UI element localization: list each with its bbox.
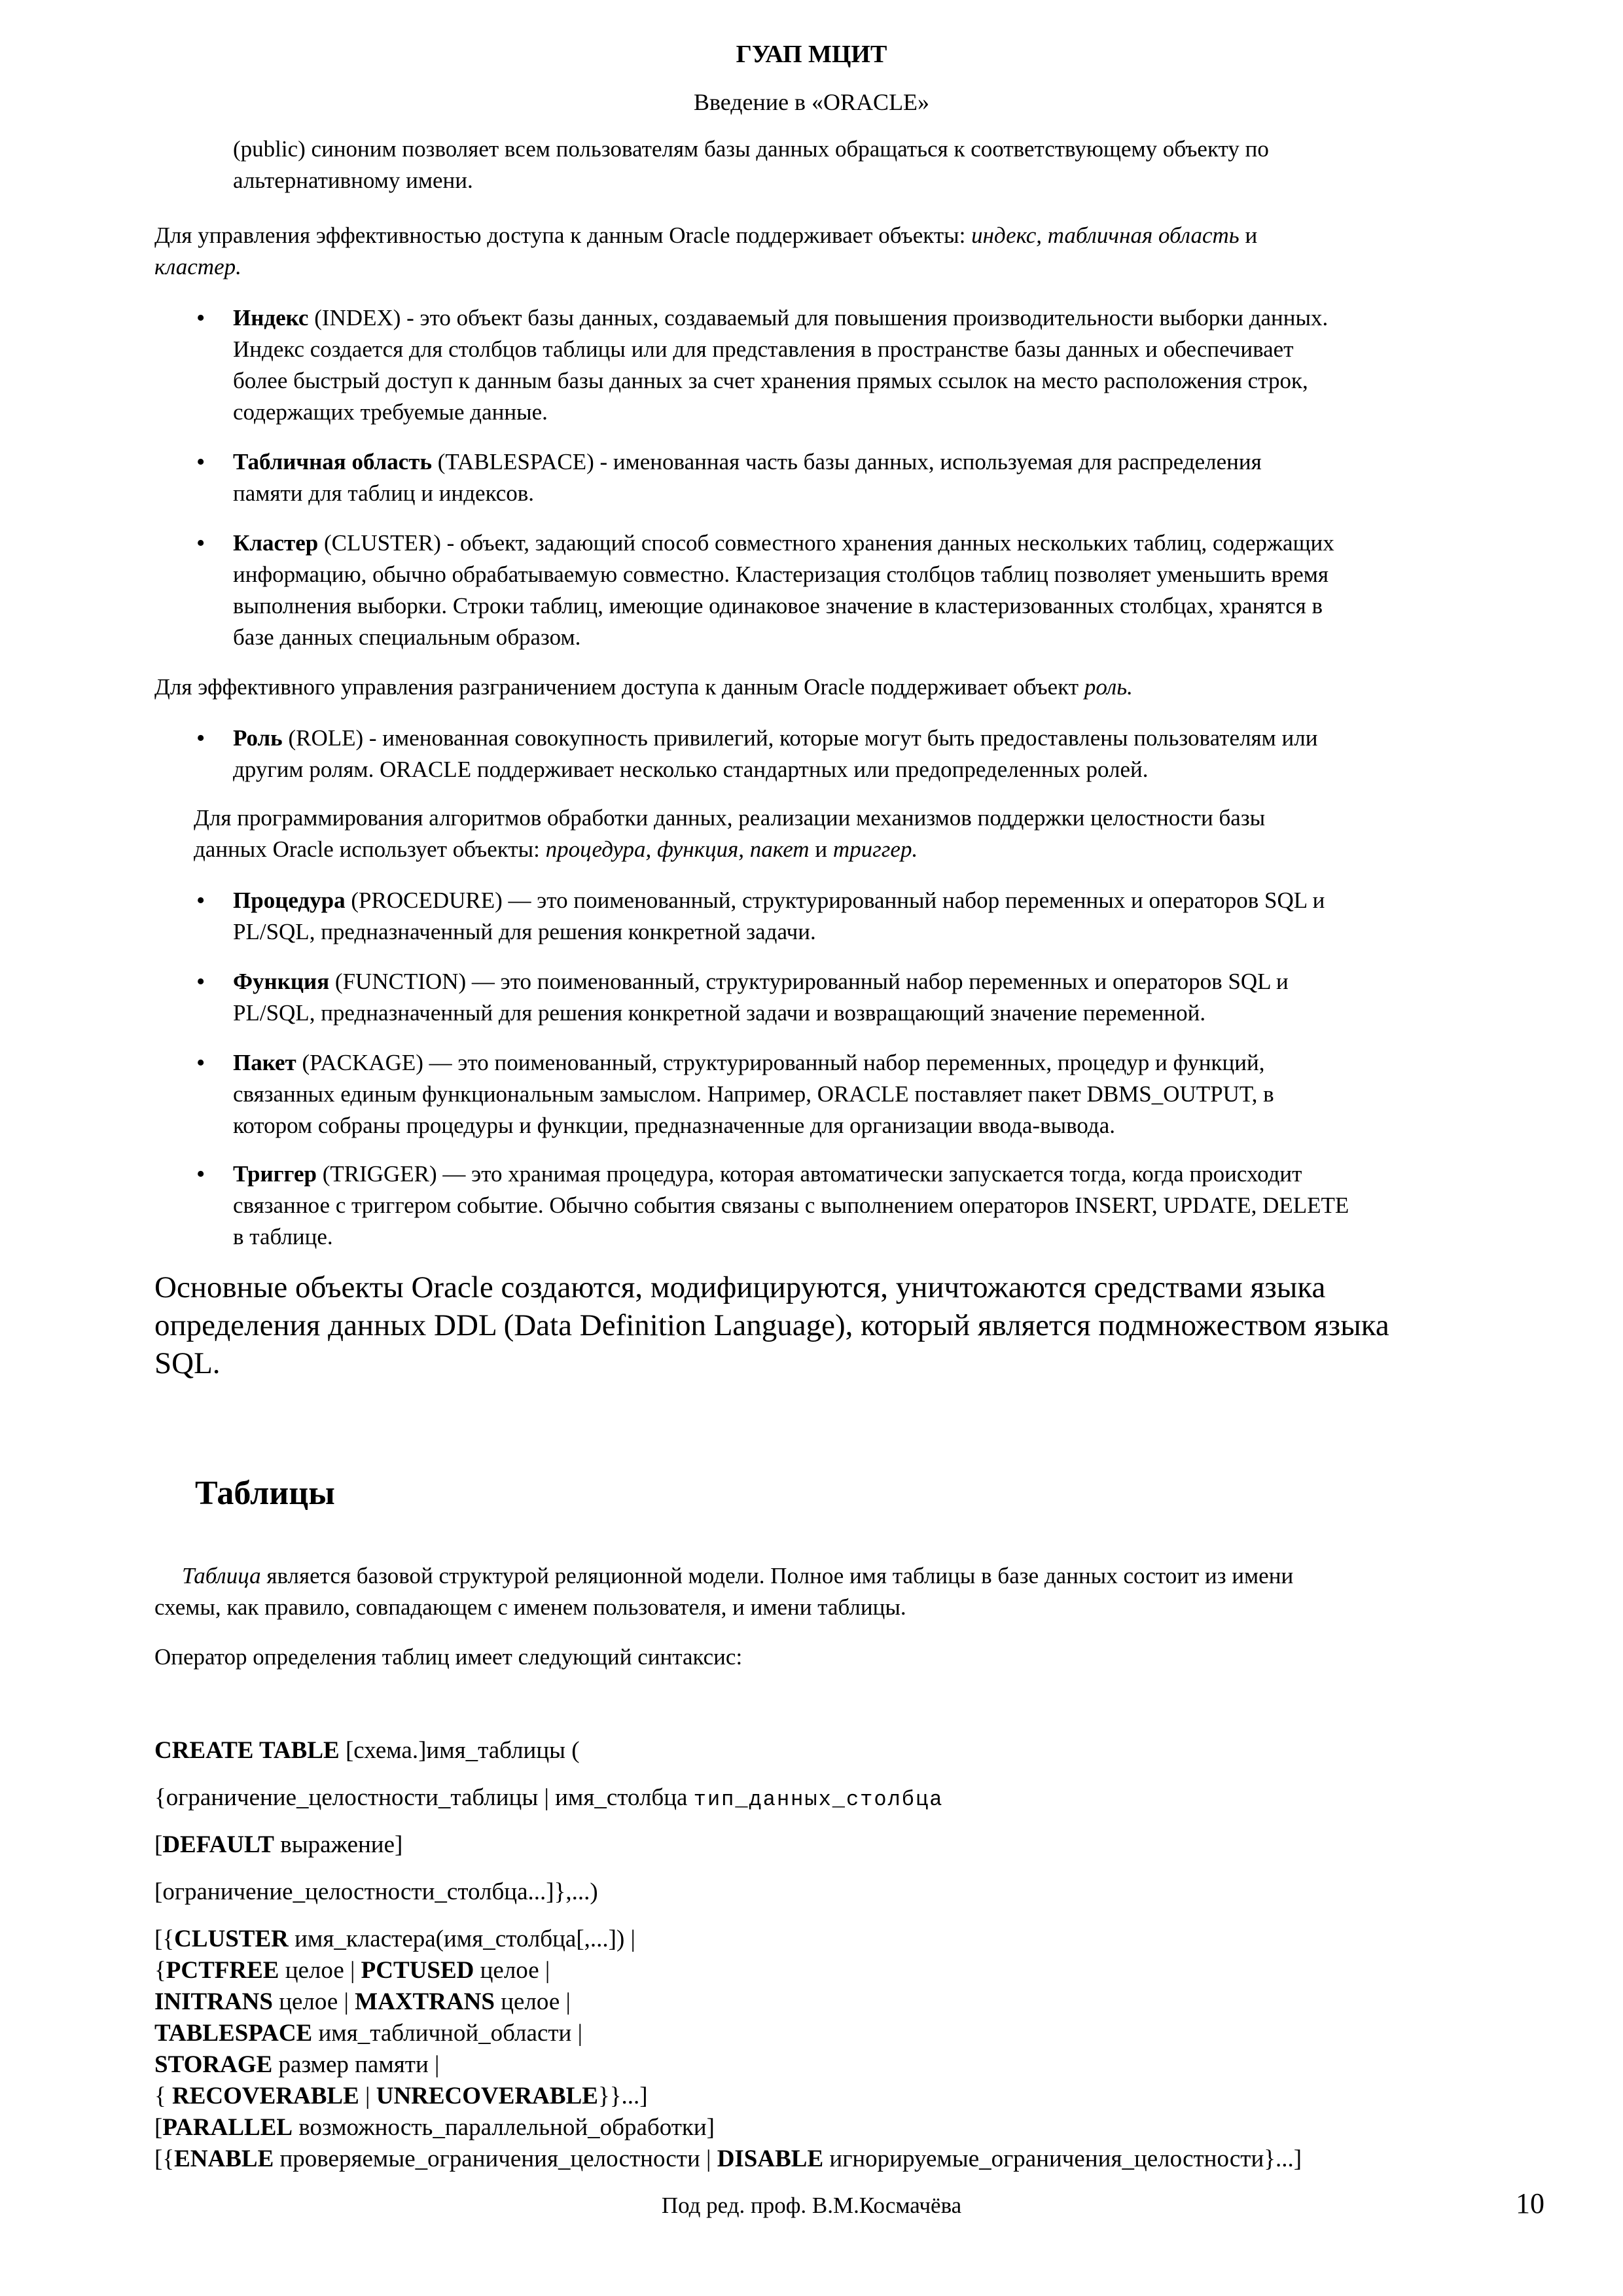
- bullet-index: • Индекс (INDEX) - это объект базы данных, создаваемый для повышения производительности выборки данных. Индекс создается для столбцов таблицы или для представления в пространстве базы данных и обеспечивает более быстрый доступ к данным базы данных за счет хранения прямых ссылок на место расположения строк, содержащих требуемые данные.: [233, 302, 1328, 428]
- bullet-function: • Функция (FUNCTION) — это поименованный, структурированный набор переменных и операторов SQL и PL/SQL, предназначенный для решения конкретной задачи и возвращающий значение переменной.: [233, 966, 1289, 1029]
- code-line: [PARALLEL возможность_параллельной_обработки]: [154, 2114, 715, 2141]
- bullet-dot-icon: •: [196, 304, 205, 332]
- role-intro: Для эффективного управления разграничением доступа к данным Oracle поддерживает объект роль.: [154, 674, 1133, 700]
- page-number: 10: [1516, 2187, 1544, 2219]
- code-line: INITRANS целое | MAXTRANS целое |: [154, 1988, 571, 2015]
- bullet-procedure: • Процедура (PROCEDURE) — это поименованный, структурированный набор переменных и операторов SQL и PL/SQL, предназначенный для решения конкретной задачи.: [233, 885, 1325, 948]
- bullet-trigger: • Триггер (TRIGGER) — это хранимая процедура, которая автоматически запускается тогда, когда происходит связанное с триггером событие. Обычно события связаны с выполнением операторов INSERT, UPDATE, DELETE в таблице.: [233, 1158, 1349, 1253]
- code-line: {PCTFREE целое | PCTUSED целое |: [154, 1957, 550, 1984]
- bullet-dot-icon: •: [196, 1049, 205, 1077]
- footer-editor: Под ред. проф. В.М.Космачёва: [661, 2193, 962, 2218]
- header-subtitle: Введение в «ORACLE»: [693, 89, 930, 115]
- bullet-role: • Роль (ROLE) - именованная совокупность привилегий, которые могут быть предоставлены пользователям или другим ролям. ORACLE поддерживает несколько стандартных или предопределенных ролей.: [233, 723, 1317, 785]
- bullet-tablespace: • Табличная область (TABLESPACE) - именованная часть базы данных, используемая для распределения памяти для таблиц и индексов.: [233, 446, 1262, 509]
- bullet-dot-icon: •: [196, 725, 205, 752]
- programming-intro: Для программирования алгоритмов обработки данных, реализации механизмов поддержки целостности базы данных Oracle использует объекты: процедура, функция, пакет и триггер.: [194, 805, 1266, 862]
- bullet-dot-icon: •: [196, 968, 205, 996]
- synonym-paragraph: (public) синоним позволяет всем пользователям базы данных обращаться к соответствующему объекту по альтернативному имени.: [233, 136, 1269, 193]
- code-line: [{ENABLE проверяемые_ограничения_целостности | DISABLE игнорируемые_ограничения_целостности}...]: [154, 2145, 1302, 2172]
- code-line: [{CLUSTER имя_кластера(имя_столбца[,...]) |: [154, 1926, 635, 1952]
- header-title: ГУАП МЦИТ: [736, 41, 887, 68]
- table-paragraph: Таблица является базовой структурой реляционной модели. Полное имя таблицы в базе данных состоит из имени схемы, как правило, совпадающем с именем пользователя, и имени таблицы.: [154, 1563, 1294, 1620]
- code-line: [DEFAULT выражение]: [154, 1831, 403, 1858]
- bullet-dot-icon: •: [196, 887, 205, 914]
- code-line: CREATE TABLE [схема.]имя_таблицы (: [154, 1737, 580, 1764]
- section-title: Таблицы: [195, 1475, 335, 1512]
- bullet-dot-icon: •: [196, 529, 205, 557]
- bullet-cluster: • Кластер (CLUSTER) - объект, задающий способ совместного хранения данных нескольких таблиц, содержащих информацию, обычно обрабатываемую совместно. Кластеризация столбцов таблиц позволяет уменьшить время выполнения выборки. Строки таблиц, имеющие одинаковое значение в кластеризованных столбцах, хранятся в базе данных специальным образом.: [233, 528, 1334, 653]
- syntax-intro: Оператор определения таблиц имеет следующий синтаксис:: [154, 1644, 743, 1670]
- code-line: STORAGE размер памяти |: [154, 2051, 440, 2078]
- bullet-dot-icon: •: [196, 1160, 205, 1188]
- bullet-package: • Пакет (PACKAGE) — это поименованный, структурированный набор переменных, процедур и функций, связанных единым функциональным замыслом. Например, ORACLE поставляет пакет DBMS_OUTPUT, в котором собраны процедуры и функции, предназначенные для организации ввода-вывода.: [233, 1047, 1274, 1141]
- bullet-dot-icon: •: [196, 448, 205, 476]
- performance-intro: Для управления эффективностью доступа к данным Oracle поддерживает объекты: индекс, табличная область и кластер.: [154, 223, 1258, 279]
- code-line: {ограничение_целостности_таблицы | имя_столбца тип_данных_столбца: [154, 1784, 944, 1812]
- ddl-paragraph: Основные объекты Oracle создаются, модифицируются, уничтожаются средствами языка определения данных DDL (Data Definition Language), который является подмножеством языка SQL.: [154, 1270, 1389, 1380]
- code-line: TABLESPACE имя_табличной_области |: [154, 2020, 582, 2047]
- code-line: [ограничение_целостности_столбца...]},...): [154, 1878, 598, 1905]
- code-line: { RECOVERABLE | UNRECOVERABLE}}...]: [154, 2083, 648, 2109]
